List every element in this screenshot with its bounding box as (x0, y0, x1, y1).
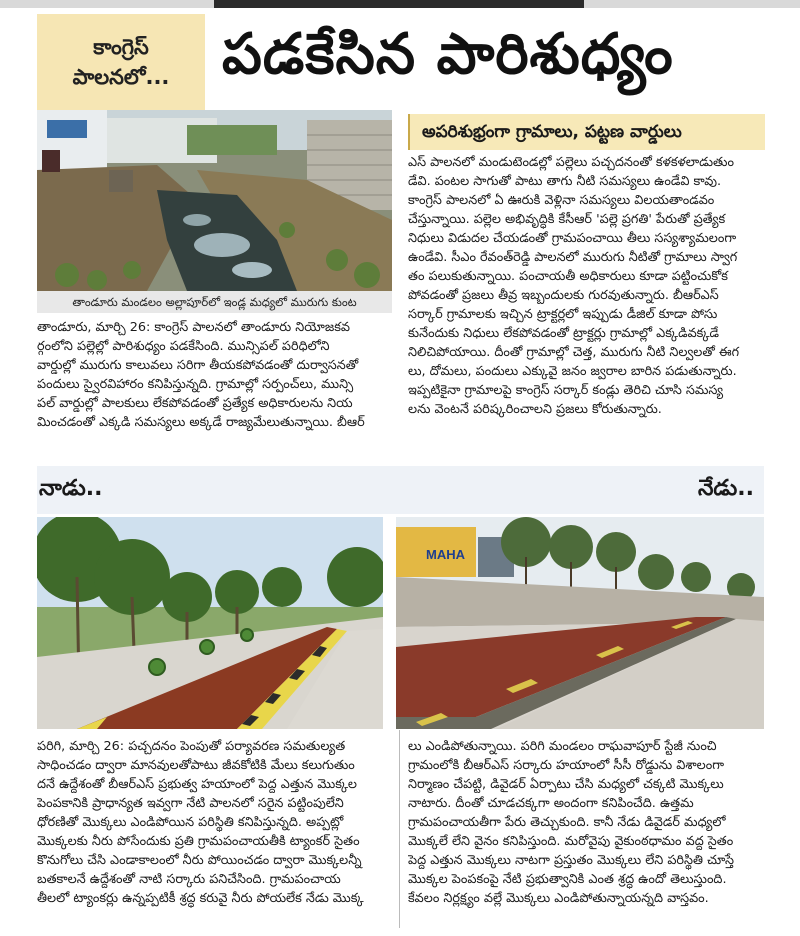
body-line: ఇప్పటికైనా గ్రామాలపై కాంగ్రెస్ సర్కార్ కండ్లు తెరిచి చూసి సమస్య (408, 383, 724, 398)
body-line: లు ఎండిపోతున్నాయి. పరిగి మండలం రాఘవాపూర్ స్టేజీ నుంచి (408, 739, 717, 754)
body-line: ధోరణితో మొక్కలు ఎండిపోయిన పరిస్థితి కనిపిస్తున్నది. అప్పట్లో (37, 815, 344, 830)
body-line: లను వెంటనే పరిష్కరించాలని ప్రజలు కోరుతున్నారు. (408, 402, 662, 417)
subhead: అపరిశుభ్రంగా గ్రామాలు, పట్టణ వార్డులు (422, 122, 682, 142)
body-line: మొక్కల పెంపకంపై నేటి ప్రభుత్వానికి ఎంత శ్రద్ధ ఉందో తెలుస్తుంది. (408, 872, 727, 887)
subhead-box (408, 114, 765, 150)
body-line: మొక్కలకు నీరు పోసేందుకు ప్రతి గ్రామపంచాయతీకి ట్యాంకర్ సైతం (37, 834, 360, 849)
now-photo (396, 517, 764, 729)
body-line: మించడంతో ఎక్కడి సమస్యలు అక్కడే రాజ్యమేలుతున్నాయి. బీఆర్ (37, 415, 365, 430)
body-line: పోవడంతో ప్రజలు తీవ్ర ఇబ్బందులకు గురవుతున్నారు. బీఆర్‌ఎస్ (408, 288, 719, 303)
body-line: ర్గంలోని పల్లెల్లో పారిశుధ్యం పడకేసింది. మున్సిపల్ పరిధిలోని (37, 339, 330, 354)
left-story-body (37, 318, 392, 432)
headline: పడకేసిన పారిశుధ్యం (222, 22, 674, 87)
body-line: బతకాలనే ఉద్దేశంతో నాటి సర్కారు పనిచేసింది. గ్రామపంచాయ (37, 872, 341, 887)
body-line: పందులు స్వైరవిహారం కనిపిస్తున్నది. గ్రామాల్లో సర్పంచ్‌లు, మున్సి (37, 377, 354, 392)
then-photo (37, 517, 383, 729)
top-rule (0, 0, 800, 8)
body-line: గ్రామపంచాయతీగా పేరు తెచ్చుకుంది. కానీ నేడు డివైడర్ మధ్యలో (408, 815, 726, 830)
body-line: కాంగ్రెస్ పాలనలో ఏ ఊరుకి వెళ్లినా సమస్యలు విలయతాండవం (408, 193, 715, 208)
body-line: పెంపకానికి ప్రాధాన్యత ఇవ్వగా నేటి పాలనలో సరైన పట్టింపులేని (37, 796, 344, 811)
body-line: చేస్తున్నాయి. పల్లెల అభివృద్ధికి కేసీఆర్ 'పల్లె ప్రగతి' పేరుతో ప్రత్యేక (408, 212, 726, 227)
right-story-body (408, 153, 763, 419)
body-line: తాండూరు, మార్చి 26: కాంగ్రెస్ పాలనలో తాండూరు నియోజకవ (37, 320, 350, 335)
body-line: గ్రామంలోకి బీఆర్‌ఎస్ సర్కారు హయాంలో సీసీ రోడ్డును విశాలంగా (408, 758, 725, 773)
comparison-band (37, 466, 764, 514)
body-line: ఉండేవి. సీఎం రేవంత్‌రెడ్డి పాలనలో మురుగు నీటితో గ్రామాలు స్వాగ (408, 250, 738, 265)
body-line: ఎస్ పాలనలో మండుటెండల్లో పల్లెలు పచ్చదనంతో కళకళలాడుతుం (408, 155, 734, 170)
drain-photo (37, 110, 392, 291)
body-line: తం పలుకుతున్నాయి. పంచాయతీ అధికారులు కూడా పట్టించుకోక (408, 269, 728, 284)
body-line: లు, దోమలు, పందులు ఎక్కువై జనం జ్వరాల బారిన పడుతున్నారు. (408, 364, 737, 379)
body-line: సాధించడం ద్వారా మానవులతోపాటు జీవకోటికి మేలు కలుగుతుం (37, 758, 355, 773)
signboard-text: MAHA (426, 547, 465, 562)
bottom-right-body (408, 737, 763, 908)
drain-photo-caption: తాండూరు మండలం అల్లాపూర్‌లో ఇండ్ల మధ్యలో మురుగు కుంట (37, 291, 392, 313)
kicker-line-1: కాంగ్రెస్ (93, 35, 149, 59)
body-line: నిర్మాణం చేపట్టి, డివైడర్ ఏర్పాటు చేసి మధ్యలో చక్కటి మొక్కలు (408, 777, 724, 792)
body-line: దనే ఉద్దేశంతో బీఆర్‌ఎస్ ప్రభుత్వ హయాంలో పెద్ద ఎత్తున మొక్కల (37, 777, 357, 792)
body-line: కేవలం నిర్లక్ష్యం వల్లే మొక్కలు ఎండిపోతున్నాయన్నది వాస్తవం. (408, 891, 709, 906)
body-line: కునేందుకు నిధులు లేకపోవడంతో ట్రాక్టర్లు గ్రామాల్లో ఎక్కడివక్కడే (408, 326, 720, 341)
top-rule-mark (214, 0, 584, 8)
body-line: నాటారు. దీంతో చూడచక్కగా అందంగా కనిపించేది. ఉత్తమ (408, 796, 694, 811)
body-line: పెద్ద ఎత్తున మొక్కలు నాటగా ప్రస్తుతం మొక్కలు లేని పరిస్థితి చూస్తే (408, 853, 735, 868)
then-label: నాడు.. (39, 476, 103, 501)
body-line: వార్డుల్లో మురుగు కాలువలు సరిగా తీయకపోవడంతో దుర్వాసనతో (37, 358, 359, 373)
body-line: పరిగి, మార్చి 26: పచ్చదనం పెంపుతో పర్యావరణ సమతుల్యత (37, 739, 346, 754)
bottom-left-body (37, 737, 392, 908)
body-line: సర్కార్ గ్రామాలకు ఇచ్చిన ట్రాక్టర్లలో ఇప్పుడు డీజిల్ కూడా పోసు (408, 307, 718, 322)
body-line: నిలిచిపోయాయి. దీంతో గ్రామాల్లో చెత్త, మురుగు నీటి నిల్వలతో ఈగ (408, 345, 740, 360)
body-line: నిధులు విడుదల చేయడంతో గ్రామపంచాయి తీలు సస్యశ్యామలంగా (408, 231, 737, 246)
body-line: డేవి. పంటల సాగుతో పాటు తాగు నీటి సమస్యలు ఉండేవి కావు. (408, 174, 722, 189)
body-line: పల్ వార్డుల్లో పాలకులు లేకపోవడంతో ప్రత్యేక అధికారులను నియ (37, 396, 353, 411)
body-line: మొక్కలే లేని వైనం కనిపిస్తుంది. మరోవైపు వైకుంఠధామం వద్ద సైతం (408, 834, 734, 849)
kicker-line-2: పాలనలో... (72, 65, 170, 89)
body-line: తీలలో ట్యాంకర్లు ఉన్నప్పటికీ శ్రద్ధ కరువై నీరు పోయలేక నేడు మొక్క (37, 891, 364, 906)
column-divider (399, 730, 400, 928)
now-label: నేడు.. (697, 476, 754, 501)
kicker-box (37, 14, 205, 110)
body-line: కొనుగోలు చేసి ఎండాకాలంలో నీరు పోయించడం ద్వారా మొక్కలన్నీ (37, 853, 362, 868)
